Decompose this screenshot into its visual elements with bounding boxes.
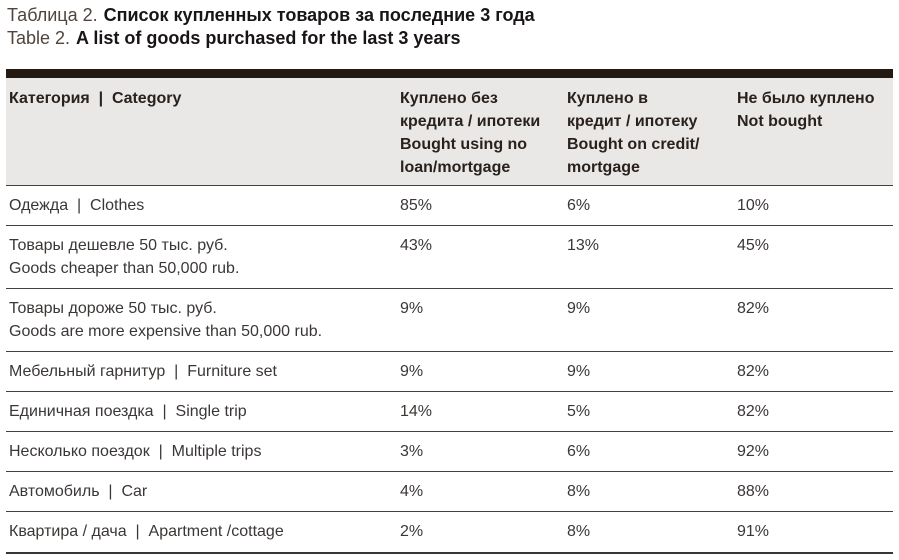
column-header-not-bought — [736, 74, 893, 186]
category-text: Товары дороже 50 тыс. руб. — [9, 300, 217, 317]
value-not-bought: 82% — [736, 392, 893, 432]
category-text: Одежда | Clothes — [9, 197, 145, 214]
header-text-line: loan/mortgage — [400, 159, 511, 176]
header-text-line: Bought on credit/ — [567, 136, 700, 153]
page-title-ru — [7, 4, 891, 27]
category-cell — [6, 186, 399, 226]
category-cell — [6, 226, 399, 289]
table-row — [6, 512, 893, 554]
value-not-bought: 82% — [736, 289, 893, 352]
value-bought-on-credit: 6% — [566, 432, 736, 472]
category-text: Квартира / дача | Apartment /cottage — [9, 523, 284, 540]
header-text-line: Куплено без — [400, 90, 498, 107]
category-cell — [6, 289, 399, 352]
value-not-bought: 82% — [736, 352, 893, 392]
column-header-category — [6, 74, 399, 186]
value-bought-on-credit: 6% — [566, 186, 736, 226]
header-text-line: Not bought — [737, 113, 823, 130]
value-not-bought: 92% — [736, 432, 893, 472]
header-text-line: Не было куплено — [737, 90, 875, 107]
category-cell — [6, 392, 399, 432]
value-not-bought: 10% — [736, 186, 893, 226]
table-row — [6, 392, 893, 432]
value-bought-on-credit: 8% — [566, 472, 736, 512]
value-bought-on-credit: 8% — [566, 512, 736, 554]
header-text-line: Категория | Category — [9, 90, 182, 107]
header-text-line: кредита / ипотеки — [400, 113, 541, 130]
value-bought-no-loan: 14% — [399, 392, 566, 432]
category-text: Несколько поездок | Multiple trips — [9, 443, 262, 460]
table-row — [6, 352, 893, 392]
category-text-secondary: Goods are more expensive than 50,000 rub. — [9, 323, 323, 340]
table-row — [6, 472, 893, 512]
header-text-line: Bought using no — [400, 136, 528, 153]
value-bought-no-loan: 3% — [399, 432, 566, 472]
value-bought-no-loan: 4% — [399, 472, 566, 512]
value-bought-no-loan: 85% — [399, 186, 566, 226]
category-cell — [6, 472, 399, 512]
value-not-bought: 45% — [736, 226, 893, 289]
category-text: Товары дешевле 50 тыс. руб. — [9, 237, 228, 254]
category-text-secondary: Goods cheaper than 50,000 rub. — [9, 260, 240, 277]
table-row — [6, 432, 893, 472]
value-bought-no-loan: 9% — [399, 352, 566, 392]
value-not-bought: 88% — [736, 472, 893, 512]
column-header-bought-no-loan — [399, 74, 566, 186]
page-title-en — [7, 27, 891, 50]
header-row — [6, 74, 893, 186]
header-text-line: Куплено в — [567, 90, 648, 107]
header-text-line: кредит / ипотеку — [567, 113, 698, 130]
value-bought-on-credit: 9% — [566, 289, 736, 352]
value-not-bought: 91% — [736, 512, 893, 554]
column-header-bought-on-credit — [566, 74, 736, 186]
table-number-ru: Таблица 2. — [7, 5, 98, 25]
table-row — [6, 289, 893, 352]
category-cell — [6, 432, 399, 472]
category-text: Единичная поездка | Single trip — [9, 403, 247, 420]
goods-table — [6, 69, 893, 554]
table-row — [6, 186, 893, 226]
category-text: Автомобиль | Car — [9, 483, 148, 500]
category-cell — [6, 352, 399, 392]
category-text: Мебельный гарнитур | Furniture set — [9, 363, 277, 380]
value-bought-no-loan: 9% — [399, 289, 566, 352]
table-number-en: Table 2. — [7, 28, 71, 48]
goods-table-container — [6, 69, 893, 554]
value-bought-on-credit: 9% — [566, 352, 736, 392]
header-text-line: mortgage — [567, 159, 640, 176]
table-title-ru: Список купленных товаров за последние 3 года — [103, 5, 535, 25]
table-caption — [0, 0, 899, 50]
value-bought-on-credit: 5% — [566, 392, 736, 432]
table-row — [6, 226, 893, 289]
value-bought-no-loan: 43% — [399, 226, 566, 289]
table-title-en: A list of goods purchased for the last 3 years — [76, 28, 461, 48]
value-bought-on-credit: 13% — [566, 226, 736, 289]
value-bought-no-loan: 2% — [399, 512, 566, 554]
category-cell — [6, 512, 399, 554]
